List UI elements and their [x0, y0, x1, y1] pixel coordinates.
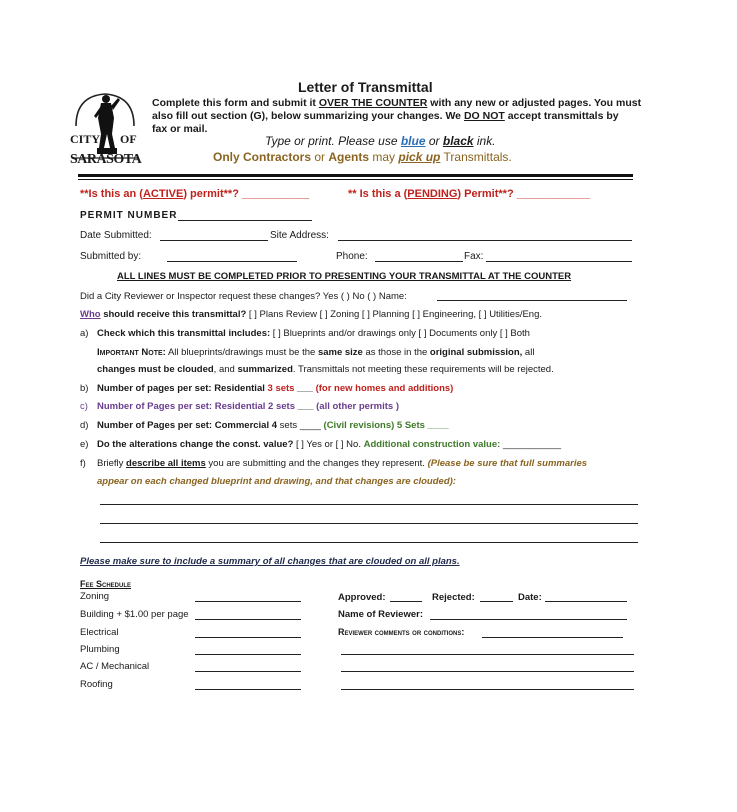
active-blank: ) permit**? ___________ [183, 188, 310, 200]
pending-permit-question[interactable] [348, 188, 590, 200]
note-t1c: as those in the [362, 347, 430, 358]
fee-field[interactable] [195, 619, 301, 620]
item-c-blank[interactable]: ___ [294, 401, 317, 412]
pending-text: ** Is this a ( [348, 188, 408, 200]
note-t2b: , and [213, 364, 238, 375]
item-d-text [97, 420, 449, 431]
item-c-t1: Number of Pages per set: Residential 2 sets [97, 401, 295, 412]
reviewer-name-label: Name of Reviewer: [338, 609, 424, 620]
date-submitted-label: Date Submitted: [80, 230, 152, 241]
fee-item: Building + $1.00 per page [80, 609, 189, 620]
who-options[interactable]: [ ] Plans Review [ ] Zoning [ ] Planning [ ] Engineering, [ ] Utilities/Eng. [246, 309, 542, 320]
header-divider [78, 174, 633, 177]
note-changes-clouded: changes must be clouded [97, 364, 214, 375]
summary-line-2[interactable] [100, 523, 638, 524]
active-word: ACTIVE [142, 188, 184, 200]
fee-item: Roofing [80, 679, 113, 690]
black-word: black [442, 134, 474, 148]
fee-field[interactable] [195, 654, 301, 655]
do-not: DO NOT [463, 110, 505, 122]
who-word: Who [80, 309, 101, 320]
note-same-size: same size [317, 347, 363, 358]
summary-note: Please make sure to include a summary of all changes that are clouded on all plans. [80, 556, 460, 567]
pending-blank: ) Permit**? ____________ [457, 188, 591, 200]
fee-field[interactable] [195, 637, 301, 638]
note-t1e: all [522, 347, 535, 358]
item-e-blank[interactable]: ___________ [500, 439, 562, 450]
item-d-t1: Number of Pages per set: Commercial 4 [97, 420, 280, 431]
comments-line-1[interactable] [341, 654, 634, 655]
rejected-label: Rejected: [432, 592, 475, 603]
fax-field[interactable] [486, 261, 632, 262]
active-text: **Is this an ( [80, 188, 143, 200]
fee-item: Plumbing [80, 644, 120, 655]
item-f-t3: you are submitting and the changes they represent. [205, 458, 428, 469]
date-submitted-field[interactable] [160, 240, 268, 241]
or-text: or [311, 150, 329, 164]
who-text: should receive this transmittal? [100, 309, 247, 320]
reviewer-name-field[interactable] [437, 300, 627, 301]
pick-up: pick up [398, 150, 441, 164]
item-d-label: d) [80, 420, 89, 431]
intro-line-1 [152, 97, 641, 110]
type-print-line [265, 134, 496, 148]
city-of-sarasota-logo [66, 88, 144, 172]
note-t2d: . Transmittals not meeting these requirements will be rejected. [292, 364, 554, 375]
fax-label: Fax: [464, 251, 484, 262]
item-a-label: a) [80, 328, 89, 339]
or-word: or [425, 134, 443, 148]
item-f-label: f) [80, 458, 86, 469]
permit-number-label: PERMIT NUMBER [80, 210, 178, 221]
item-f-describe: describe all items [126, 458, 206, 469]
intro-text-2: also fill out section (G), below summarizing your changes. We [152, 110, 464, 122]
only-contractors-line [213, 150, 512, 164]
intro-text-2-rest: accept transmittals by [504, 110, 619, 122]
important-note-line-2 [97, 364, 554, 375]
important-note-label: Important Note: [97, 347, 166, 358]
only-contractors: Only Contractors [213, 150, 312, 164]
comments-line-2[interactable] [341, 671, 634, 672]
item-b-text [97, 383, 453, 394]
item-e-value-label: Additional construction value: [363, 439, 501, 450]
fee-item: AC / Mechanical [80, 661, 150, 672]
blue-word: blue [400, 134, 426, 148]
reviewer-name-input[interactable] [430, 619, 627, 620]
site-address-label: Site Address: [270, 230, 329, 241]
item-e-label: e) [80, 439, 89, 450]
item-b-t1: Number of pages per set: Residential [97, 383, 268, 394]
item-a-bold: Check which this transmittal includes: [97, 328, 271, 339]
intro-line-3: fax or mail. [152, 123, 208, 135]
item-a-options[interactable]: [ ] Blueprints and/or drawings only [ ] Documents only [ ] Both [270, 328, 530, 339]
item-c-note: (all other permits ) [316, 401, 399, 412]
type-text: Type or print. Please use [265, 134, 401, 148]
header-divider-thin [78, 179, 633, 180]
page-title: Letter of Transmittal [298, 79, 433, 95]
phone-field[interactable] [375, 261, 463, 262]
who-receives-question [80, 309, 542, 320]
date-field[interactable] [545, 601, 627, 602]
item-b-label: b) [80, 383, 89, 394]
note-summarized: summarized [237, 364, 293, 375]
submitted-by-field[interactable] [167, 261, 297, 262]
active-permit-question[interactable] [80, 188, 309, 200]
item-c-label: c) [80, 401, 88, 412]
item-b-blank[interactable]: ___ [294, 383, 316, 394]
permit-number-field[interactable] [178, 220, 312, 221]
item-d-blank[interactable]: ____ [297, 420, 324, 431]
item-f-text [97, 458, 587, 469]
item-f-t1: Briefly [97, 458, 127, 469]
important-note-line-1 [97, 347, 534, 358]
fee-field[interactable] [195, 671, 301, 672]
transmittals-text: Transmittals. [440, 150, 512, 164]
fee-item: Electrical [80, 627, 119, 638]
item-a-text [97, 328, 530, 339]
intro-text-rest: with any new or adjusted pages. You must [427, 97, 642, 109]
may-text: may [369, 150, 399, 164]
item-c-text [97, 401, 399, 412]
note-t1: All blueprints/drawings must be the [165, 347, 318, 358]
submitted-by-label: Submitted by: [80, 251, 142, 262]
agents: Agents [328, 150, 370, 164]
fee-schedule-heading: Fee Schedule [80, 579, 132, 589]
summary-line-3[interactable] [100, 542, 638, 543]
logo-of: OF [120, 132, 137, 146]
all-lines-notice: ALL LINES MUST BE COMPLETED PRIOR TO PRESENTING YOUR TRANSMITTAL AT THE COUNTER [117, 271, 572, 282]
comments-line-3[interactable] [341, 689, 634, 690]
fee-item: Zoning [80, 591, 110, 602]
fee-field[interactable] [195, 601, 301, 602]
item-e-text [97, 439, 561, 450]
note-original-submission: original submission, [429, 347, 523, 358]
ink-word: ink. [473, 134, 496, 148]
reviewer-comments-field[interactable] [482, 637, 623, 638]
item-b-sets: 3 sets [267, 383, 295, 394]
logo-sarasota: SARASOTA [70, 152, 142, 167]
item-f-note: (Please be sure that full summaries [427, 458, 588, 469]
reviewer-comments-label: Reviewer comments or conditions: [338, 627, 465, 637]
item-b-note: (for new homes and additions) [315, 383, 454, 394]
logo-city: CITY [70, 132, 101, 146]
item-d-sets: sets [279, 420, 298, 431]
rejected-field[interactable] [480, 601, 513, 602]
intro-line-2 [152, 110, 619, 123]
reviewer-question: Did a City Reviewer or Inspector request these changes? Yes ( ) No ( ) Name: [80, 291, 407, 302]
approved-field[interactable] [390, 601, 422, 602]
site-address-field[interactable] [338, 240, 632, 241]
summary-line-1[interactable] [100, 504, 638, 505]
pending-word: PENDING [407, 188, 458, 200]
approved-label: Approved: [338, 592, 386, 603]
intro-text: Complete this form and submit it [152, 97, 319, 109]
phone-label: Phone: [336, 251, 368, 262]
item-f-note-2: appear on each changed blueprint and drawing, and that changes are clouded): [97, 476, 456, 487]
item-e-t1: Do the alterations change the const. value? [97, 439, 294, 450]
over-the-counter: OVER THE COUNTER [318, 97, 428, 109]
fee-field[interactable] [195, 689, 301, 690]
date-label: Date: [518, 592, 542, 603]
item-d-note: (Civil revisions) 5 Sets ____ [323, 420, 449, 431]
item-e-options[interactable]: [ ] Yes or [ ] No. [293, 439, 364, 450]
